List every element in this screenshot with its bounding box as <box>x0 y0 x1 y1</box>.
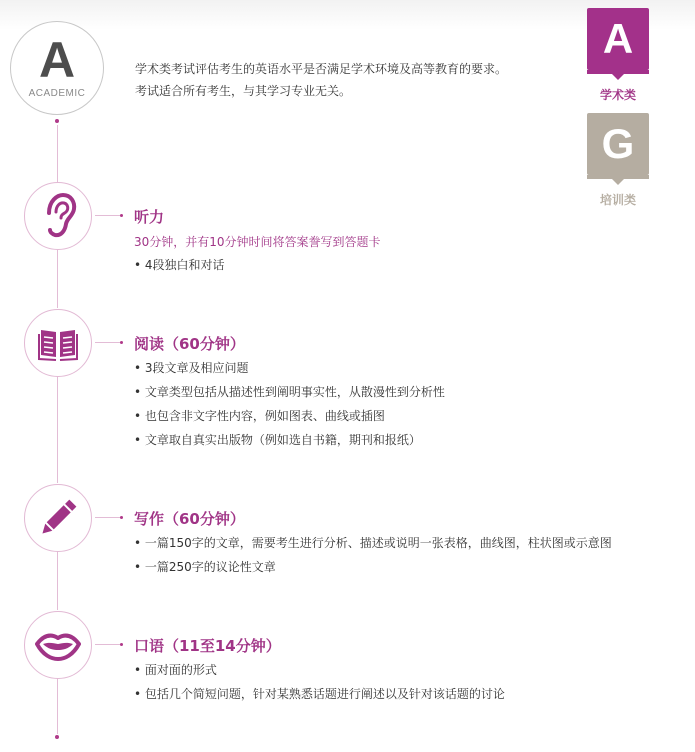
badge-letter: A <box>38 32 76 88</box>
list-item: • 文章取自真实出版物（例如选自书籍，期刊和报纸） <box>134 433 421 447</box>
listening-title: 听力 <box>134 208 165 226</box>
intro-line: 考试适合所有考生，与其学习专业无关。 <box>135 84 352 98</box>
reading-icon-ring <box>24 309 92 377</box>
tab-general-label: 培训类 <box>599 193 636 207</box>
speaking-bullets <box>134 658 505 706</box>
connector-line <box>95 342 121 343</box>
writing-title: 写作（60分钟） <box>134 510 245 528</box>
list-item: • 也包含非文字性内容，例如图表、曲线或插图 <box>134 409 385 423</box>
tab-academic[interactable] <box>587 8 649 102</box>
speaking-icon-ring <box>24 611 92 679</box>
badge-caption: ACADEMIC <box>28 88 86 99</box>
writing-bullets <box>134 531 612 579</box>
ear-icon <box>25 183 91 249</box>
listening-icon-ring <box>24 182 92 250</box>
tab-academic-label: 学术类 <box>599 88 636 102</box>
list-item: • 面对面的形式 <box>134 663 217 677</box>
connector-dot <box>120 643 123 646</box>
listening-bullets <box>134 253 225 277</box>
open-book-icon <box>25 310 91 376</box>
connector-line <box>95 215 121 216</box>
list-item: • 包括几个简短问题，针对某熟悉话题进行阐述以及针对该话题的讨论 <box>134 687 505 701</box>
timeline-line <box>57 551 58 610</box>
reading-title: 阅读（60分钟） <box>134 335 245 353</box>
tab-academic-card: A <box>587 8 649 70</box>
timeline-line <box>57 250 58 308</box>
timeline-dot <box>55 735 59 739</box>
connector-line <box>95 644 121 645</box>
list-item: • 一篇250字的议论性文章 <box>134 560 276 574</box>
tab-general-card: G <box>587 113 649 175</box>
intro-line: 学术类考试评估考生的英语水平是否满足学术环境及高等教育的要求。 <box>135 62 508 76</box>
list-item: • 4段独白和对话 <box>134 258 225 272</box>
connector-dot <box>120 341 123 344</box>
list-item: • 文章类型包括从描述性到阐明事实性，从散漫性到分析性 <box>134 385 445 399</box>
writing-icon-ring <box>24 484 92 552</box>
lips-icon <box>25 612 91 678</box>
intro-text <box>135 58 507 102</box>
timeline-line <box>57 678 58 734</box>
academic-badge <box>10 21 104 115</box>
reading-bullets <box>134 356 445 452</box>
listening-subtitle: 30分钟，并有10分钟时间将答案誊写到答题卡 <box>134 235 381 249</box>
list-item: • 3段文章及相应问题 <box>134 361 249 375</box>
connector-dot <box>120 516 123 519</box>
tab-pointer <box>612 74 624 80</box>
list-item: • 一篇150字的文章，需要考生进行分析、描述或说明一张表格，曲线图，柱状图或示意图 <box>134 536 612 550</box>
connector-dot <box>120 214 123 217</box>
tab-pointer <box>612 179 624 185</box>
pencil-icon <box>25 485 91 551</box>
timeline-dot <box>55 119 59 123</box>
timeline-line <box>57 125 58 182</box>
tab-general-training[interactable] <box>587 113 649 207</box>
connector-line <box>95 517 121 518</box>
timeline-line <box>57 376 58 483</box>
speaking-title: 口语（11至14分钟） <box>134 637 281 655</box>
